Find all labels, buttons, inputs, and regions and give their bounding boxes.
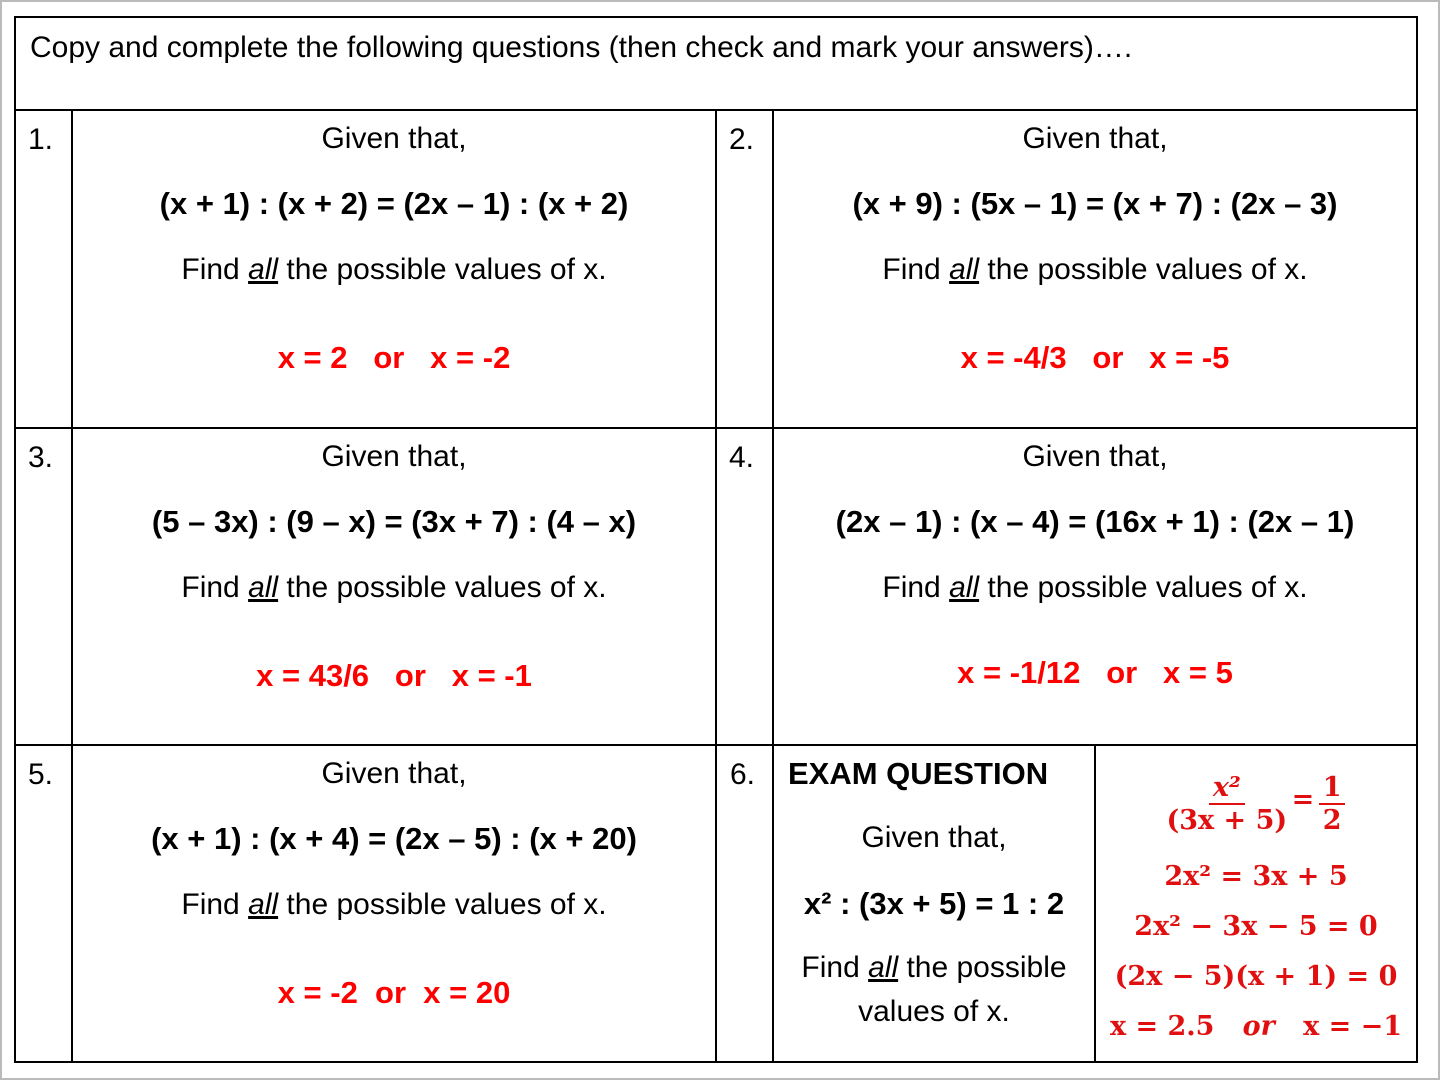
given-text: Given that, <box>321 440 467 473</box>
find-text: Find all the possible values of x. <box>882 253 1308 286</box>
find-text: Find all the possible values of x. <box>181 571 607 604</box>
answer: x = -4/3 or x = -5 <box>960 340 1230 375</box>
answer: x = -1/12 or x = 5 <box>957 655 1233 690</box>
equation: (5 – 3x) : (9 – x) = (3x + 7) : (4 – x) <box>151 504 637 539</box>
question-number: 1. <box>28 123 54 156</box>
solution-line: 2x² = 3x + 5 <box>1164 861 1348 892</box>
find-text: Find all the possible values of x. <box>181 888 607 921</box>
find-text: Find all the possible values of x. <box>181 253 607 286</box>
answer: x = 43/6 or x = -1 <box>256 658 532 693</box>
solution-line: 2x² − 3x − 5 = 0 <box>1134 911 1378 942</box>
answer: x = -2 or x = 20 <box>277 975 511 1010</box>
table-border-top <box>15 16 1418 18</box>
question-number: 2. <box>729 123 755 156</box>
solution-fraction-equation: $\frac{\text{x²}}{(3x + 5)}$ = $\frac{1}{2}$ <box>1096 772 1416 836</box>
given-text: Given that, <box>321 122 467 155</box>
find-text: Find all the possible values of x. <box>882 571 1308 604</box>
equation: (x + 1) : (x + 4) = (2x – 5) : (x + 20) <box>151 821 637 856</box>
solution-answer: x = 2.5 or x = −1 <box>1109 1011 1403 1042</box>
question-number: 4. <box>729 441 755 474</box>
find-text: Find all the possible <box>801 951 1067 984</box>
equation: (2x – 1) : (x – 4) = (16x + 1) : (2x – 1) <box>835 504 1355 539</box>
given-text: Given that, <box>861 821 1007 854</box>
given-text: Given that, <box>321 757 467 790</box>
given-text: Given that, <box>1022 440 1168 473</box>
question-number: 6. <box>730 758 756 791</box>
table-border-left <box>14 16 16 1063</box>
find-text-line2: values of x. <box>858 995 1010 1028</box>
equation: (x + 1) : (x + 2) = (2x – 1) : (x + 2) <box>159 186 629 221</box>
instruction-text: Copy and complete the following questions (then check and mark your answers)…. <box>30 31 1133 64</box>
given-text: Given that, <box>1022 122 1168 155</box>
solution-line: (2x − 5)(x + 1) = 0 <box>1114 961 1398 992</box>
answer: x = 2 or x = -2 <box>277 340 511 375</box>
exam-question-title: EXAM QUESTION <box>788 756 1049 791</box>
equation: x² : (3x + 5) = 1 : 2 <box>803 886 1065 921</box>
question-number: 3. <box>28 441 54 474</box>
question-number: 5. <box>28 758 54 791</box>
equation: (x + 9) : (5x – 1) = (x + 7) : (2x – 3) <box>852 186 1338 221</box>
